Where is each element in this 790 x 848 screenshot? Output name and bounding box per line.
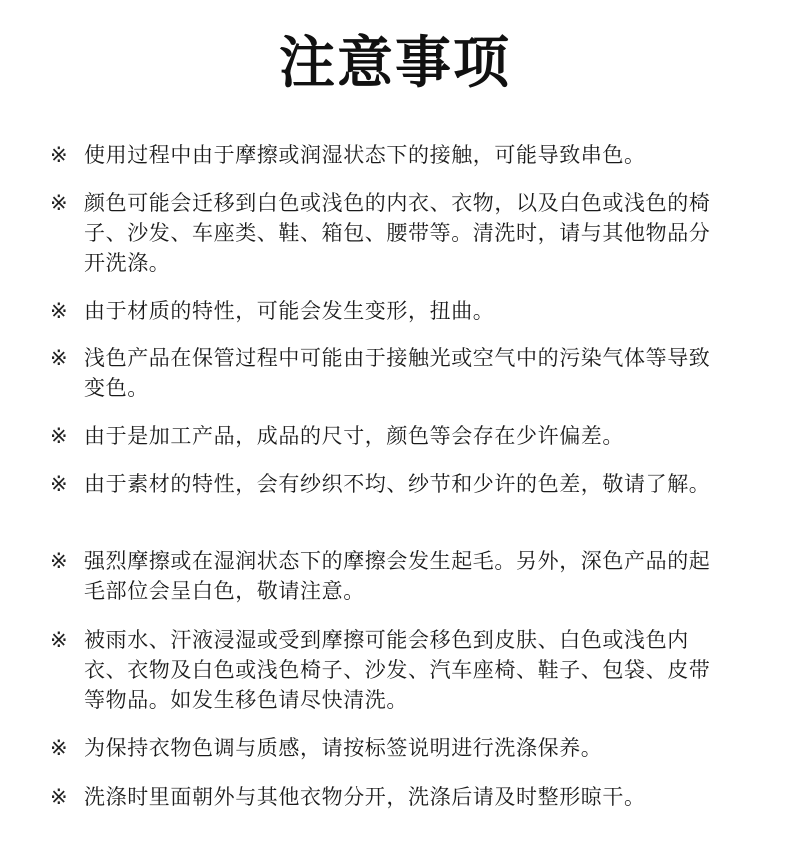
notice-item [50,296,730,326]
notice-text: 由于材质的特性，可能会发生变形，扭曲。 [84,299,495,323]
reference-mark-icon: ※ [50,346,68,370]
notice-item [50,343,730,403]
notice-item [50,140,730,170]
notice-item [50,733,730,763]
reference-mark-icon: ※ [50,424,68,448]
notice-item [50,782,730,812]
notice-text: 为保持衣物色调与质感，请按标签说明进行洗涤保养。 [84,736,603,760]
notice-item [50,469,730,499]
reference-mark-icon: ※ [50,549,68,573]
notice-text: 由于是加工产品，成品的尺寸，颜色等会存在少许偏差。 [84,424,624,448]
notice-text: 被雨水、汗液浸湿或受到摩擦可能会移色到皮肤、白色或浅色内衣、衣物及白色或浅色椅子、沙发、汽车座椅、鞋子、包袋、皮带等物品。如发生移色请尽快清洗。 [84,628,711,712]
notice-item [50,421,730,451]
reference-mark-icon: ※ [50,785,68,809]
page-title: 注意事项 [279,31,511,96]
reference-mark-icon: ※ [50,143,68,167]
reference-mark-icon: ※ [50,472,68,496]
notice-text: 洗涤时里面朝外与其他衣物分开，洗涤后请及时整形晾干。 [84,785,646,809]
notice-item [50,625,730,715]
notice-item [50,188,730,278]
reference-mark-icon: ※ [50,628,68,652]
reference-mark-icon: ※ [50,191,68,215]
reference-mark-icon: ※ [50,299,68,323]
reference-mark-icon: ※ [50,736,68,760]
notice-text: 由于素材的特性，会有纱织不均、纱节和少许的色差，敬请了解。 [84,472,711,496]
notice-text: 浅色产品在保管过程中可能由于接触光或空气中的污染气体等导致变色。 [84,346,711,400]
notice-text: 颜色可能会迁移到白色或浅色的内衣、衣物，以及白色或浅色的椅子、沙发、车座类、鞋、箱包、腰带等。清洗时，请与其他物品分开洗涤。 [84,191,711,275]
notice-text: 使用过程中由于摩擦或润湿状态下的接触，可能导致串色。 [84,143,646,167]
notice-text: 强烈摩擦或在湿润状态下的摩擦会发生起毛。另外，深色产品的起毛部位会呈白色，敬请注意。 [84,549,711,603]
notice-item [50,546,730,606]
